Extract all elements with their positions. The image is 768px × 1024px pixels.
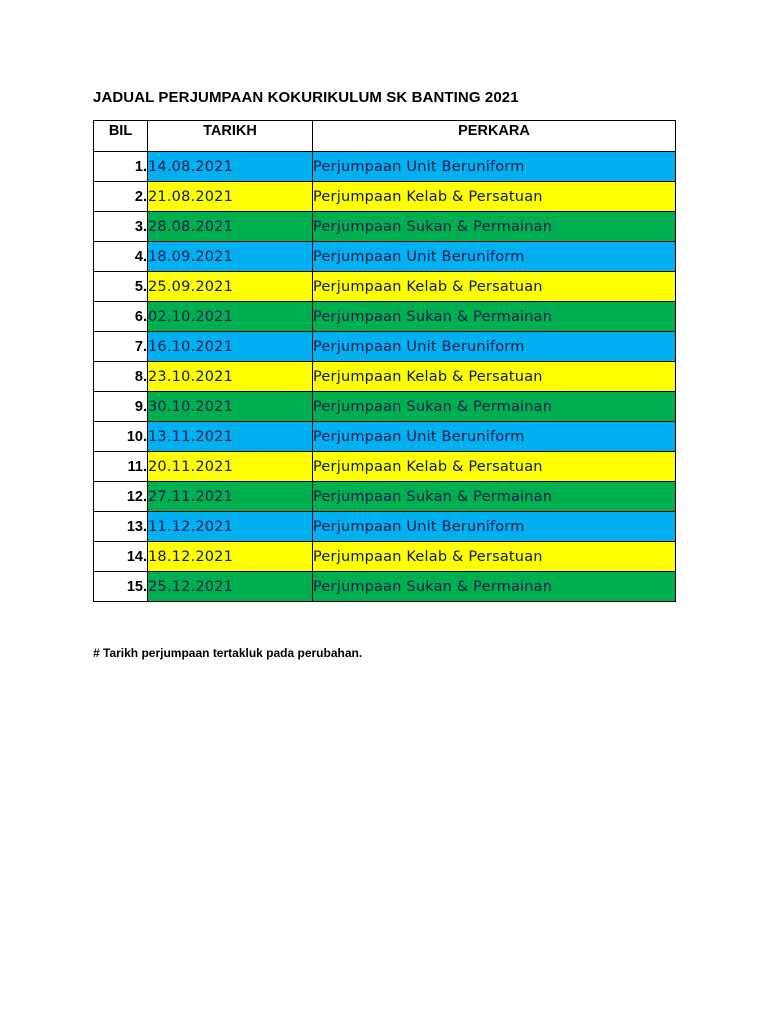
schedule-table <box>93 120 676 602</box>
row-perkara: Perjumpaan Unit Beruniform <box>313 422 676 452</box>
row-perkara: Perjumpaan Kelab & Persatuan <box>313 362 676 392</box>
row-perkara: Perjumpaan Kelab & Persatuan <box>313 182 676 212</box>
document-title: JADUAL PERJUMPAAN KOKURIKULUM SK BANTING 2021 <box>93 89 519 106</box>
row-tarikh: 14.08.2021 <box>148 152 313 182</box>
table-row <box>94 572 676 602</box>
row-bil: 9. <box>94 392 148 422</box>
table-row <box>94 542 676 572</box>
row-tarikh: 28.08.2021 <box>148 212 313 242</box>
row-perkara: Perjumpaan Unit Beruniform <box>313 332 676 362</box>
table-row <box>94 392 676 422</box>
row-bil: 11. <box>94 452 148 482</box>
row-tarikh: 23.10.2021 <box>148 362 313 392</box>
row-tarikh: 25.12.2021 <box>148 572 313 602</box>
footnote: # Tarikh perjumpaan tertakluk pada perubahan. <box>93 646 363 660</box>
table-row <box>94 452 676 482</box>
row-tarikh: 27.11.2021 <box>148 482 313 512</box>
table-row <box>94 182 676 212</box>
table-body <box>94 152 676 602</box>
row-tarikh: 13.11.2021 <box>148 422 313 452</box>
row-tarikh: 20.11.2021 <box>148 452 313 482</box>
row-bil: 12. <box>94 482 148 512</box>
row-tarikh: 11.12.2021 <box>148 512 313 542</box>
row-perkara: Perjumpaan Unit Beruniform <box>313 242 676 272</box>
table-row <box>94 302 676 332</box>
row-tarikh: 16.10.2021 <box>148 332 313 362</box>
row-bil: 3. <box>94 212 148 242</box>
row-perkara: Perjumpaan Sukan & Permainan <box>313 392 676 422</box>
row-bil: 6. <box>94 302 148 332</box>
row-perkara: Perjumpaan Sukan & Permainan <box>313 572 676 602</box>
table-header-row <box>94 121 676 152</box>
table-row <box>94 422 676 452</box>
row-perkara: Perjumpaan Unit Beruniform <box>313 512 676 542</box>
row-perkara: Perjumpaan Kelab & Persatuan <box>313 452 676 482</box>
table-row <box>94 272 676 302</box>
row-tarikh: 18.12.2021 <box>148 542 313 572</box>
row-tarikh: 25.09.2021 <box>148 272 313 302</box>
row-bil: 4. <box>94 242 148 272</box>
header-tarikh: TARIKH <box>148 121 313 152</box>
row-perkara: Perjumpaan Sukan & Permainan <box>313 302 676 332</box>
row-perkara: Perjumpaan Sukan & Permainan <box>313 482 676 512</box>
table-row <box>94 482 676 512</box>
row-bil: 8. <box>94 362 148 392</box>
row-perkara: Perjumpaan Kelab & Persatuan <box>313 272 676 302</box>
row-bil: 15. <box>94 572 148 602</box>
row-tarikh: 21.08.2021 <box>148 182 313 212</box>
row-bil: 14. <box>94 542 148 572</box>
row-tarikh: 30.10.2021 <box>148 392 313 422</box>
row-perkara: Perjumpaan Unit Beruniform <box>313 152 676 182</box>
header-perkara: PERKARA <box>313 121 676 152</box>
row-perkara: Perjumpaan Kelab & Persatuan <box>313 542 676 572</box>
table-row <box>94 332 676 362</box>
row-perkara: Perjumpaan Sukan & Permainan <box>313 212 676 242</box>
row-bil: 1. <box>94 152 148 182</box>
row-bil: 7. <box>94 332 148 362</box>
header-bil: BIL <box>94 121 148 152</box>
table-row <box>94 212 676 242</box>
row-tarikh: 02.10.2021 <box>148 302 313 332</box>
row-bil: 2. <box>94 182 148 212</box>
table-row <box>94 512 676 542</box>
row-tarikh: 18.09.2021 <box>148 242 313 272</box>
table-row <box>94 242 676 272</box>
row-bil: 5. <box>94 272 148 302</box>
table-row <box>94 152 676 182</box>
row-bil: 13. <box>94 512 148 542</box>
row-bil: 10. <box>94 422 148 452</box>
table-row <box>94 362 676 392</box>
